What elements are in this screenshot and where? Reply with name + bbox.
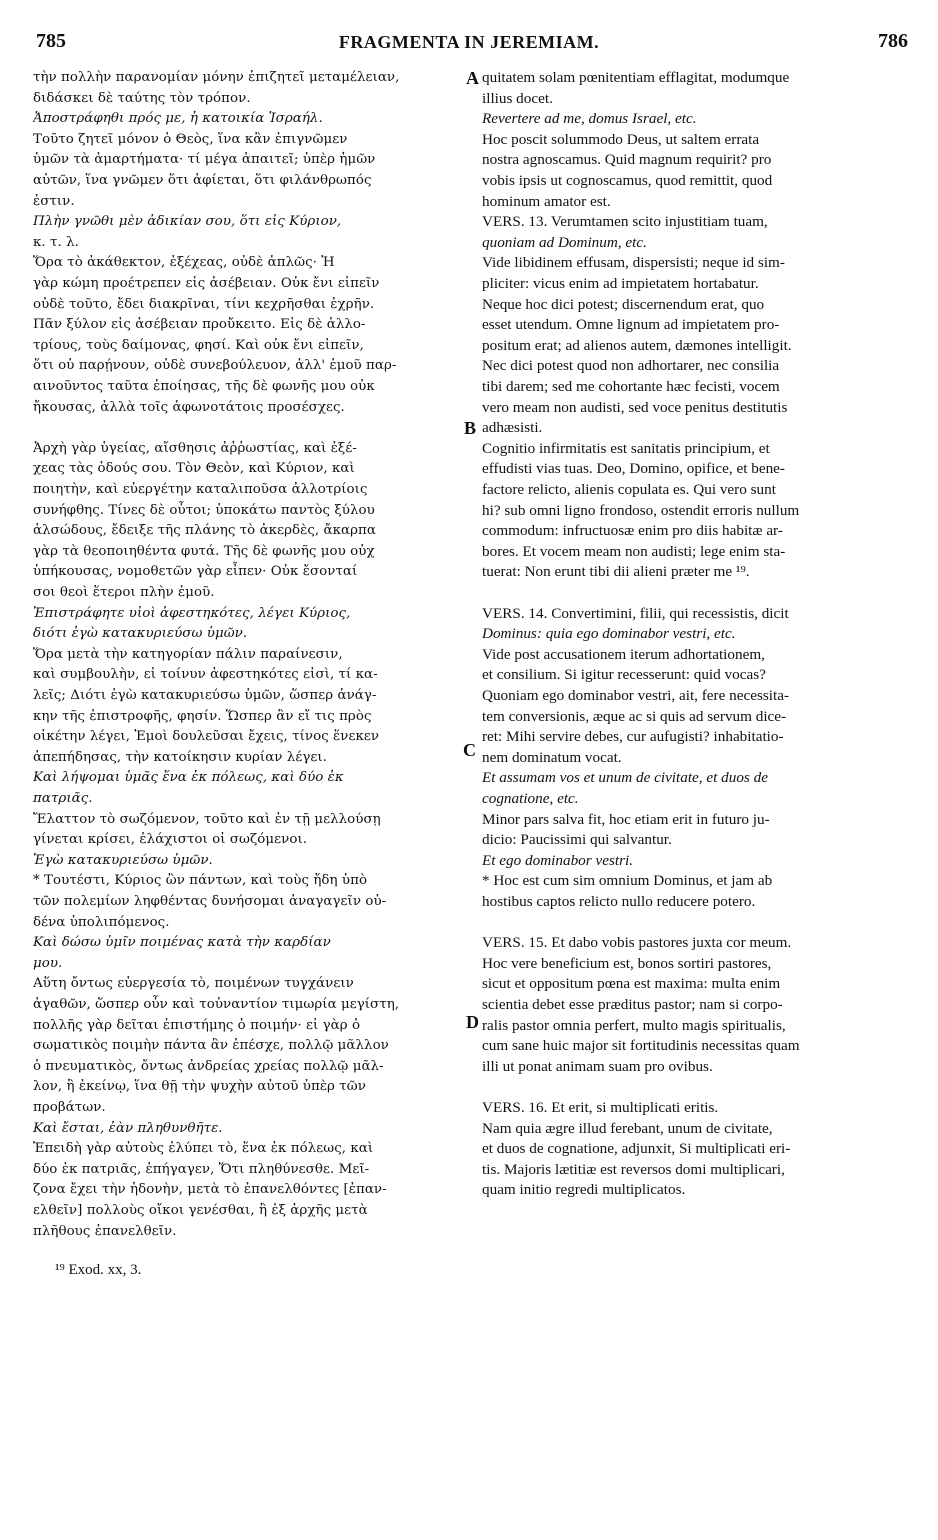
- latin-line: quam initio regredi multiplicatos.: [482, 1181, 686, 1199]
- latin-line: esset utendum. Omne lignum ad impietatem pro-: [482, 316, 780, 334]
- greek-line: Πᾶν ξύλον εἰς ἀσέβειαν προὔκειτο. Εἰς δὲ ἀλλο-: [33, 317, 366, 333]
- greek-line: δένα ὑπολιπόμενος.: [33, 914, 170, 930]
- latin-line: tis. Majoris lætitiæ est reversos domi multiplicari,: [482, 1160, 785, 1178]
- greek-line: δύο ἐκ πατριᾶς, ἐπήγαγεν, Ὅτι πληθύνεσθε. Μεῖ-: [33, 1161, 370, 1177]
- margin-letter-c: C: [463, 740, 476, 760]
- greek-line: μου.: [33, 955, 63, 971]
- latin-line: et consilium. Si igitur recesserunt: quid vocas?: [482, 666, 766, 684]
- greek-line: διότι ἐγὼ κατακυριεύσω ὑμῶν.: [33, 626, 248, 642]
- greek-line: ὅτι οὐ παρῄνουν, οὐδὲ συνεβούλευον, ἀλλ' ἐμοῦ παρ-: [33, 358, 397, 374]
- latin-line: factore relicto, alienis copulata es. Qui vero sunt: [482, 481, 776, 498]
- latin-line: Hoc vere beneficium est, bonos sortiri pastores,: [482, 954, 772, 972]
- latin-line: effudisti vias tuas. Deo, Domino, opifice, et bene-: [482, 460, 785, 478]
- running-title: FRAGMENTA IN JEREMIAM.: [338, 32, 600, 52]
- greek-line: οὐδὲ τοῦτο, ἔδει διακρῖναι, τίνι κεχρῆσθαι ἐχρῆν.: [33, 296, 375, 312]
- greek-line: Αὕτη ὄντως εὐεργεσία τὸ, ποιμένων τυγχάνειν: [33, 976, 354, 992]
- latin-line: Revertere ad me, domus Israel, etc.: [482, 110, 697, 128]
- latin-line: nostra agnoscamus. Quid magnum requirit? pro: [482, 151, 772, 169]
- latin-line: positum erat; ad alienos autem, dæmones intelligit.: [482, 336, 792, 354]
- latin-line: Quoniam ego dominabor vestri, ait, fere necessita-: [482, 687, 790, 704]
- greek-line: Καὶ λήψομαι ὑμᾶς ἕνα ἐκ πόλεως, καὶ δύο ἐκ: [33, 770, 344, 786]
- latin-line: quoniam ad Dominum, etc.: [482, 233, 647, 251]
- latin-line: cognatione, etc.: [482, 790, 579, 807]
- latin-line: ret: Mihi servire debes, cur aufugisti? inhabitatio-: [482, 728, 784, 746]
- page-number-right: 786: [878, 30, 908, 52]
- latin-line: dicio: Paucissimi qui salvantur.: [482, 831, 672, 849]
- greek-line: λεῖς; Διότι ἐγὼ κατακυριεύσω ὑμῶν, ὥσπερ ἀνάγ-: [33, 688, 377, 703]
- greek-line: προβάτων.: [33, 1100, 106, 1115]
- greek-line: Πλὴν γνῶθι μὲν ἀδικίαν σου, ὅτι εἰς Κύριον,: [33, 214, 342, 230]
- latin-line: commodum: infructuosæ enim pro diis habitæ ar-: [482, 522, 783, 540]
- margin-letter-b: B: [464, 418, 477, 438]
- greek-line: ἐστιν.: [33, 193, 75, 209]
- margin-letter-a: A: [466, 68, 479, 88]
- latin-line: Dominus: quia ego dominabor vestri, etc.: [482, 625, 736, 643]
- latin-line: tuerat: Non erunt tibi dii alieni præter me ¹⁹.: [482, 563, 750, 581]
- latin-line: hi? sub omni ligno frondoso, ostendit erroris nullum: [482, 501, 800, 519]
- greek-line: ποιητὴν, καὶ εὐεργέτην καταλιποῦσα ἀλλοτρίοις: [33, 482, 368, 497]
- latin-line: tem conversionis, æque ac si quis ad servum dice-: [482, 707, 787, 725]
- latin-line: ralis pastor omnia perfert, multo magis spiritualis,: [482, 1016, 786, 1034]
- greek-line: [33, 416, 463, 439]
- latin-line: [482, 911, 905, 934]
- greek-line: ἀπεπήδησας, τὴν κατοίκησιν κυρίαν λέγει.: [33, 749, 327, 765]
- latin-line: * Hoc est cum sim omnium Dominus, et jam ab: [482, 872, 773, 890]
- margin-letter-d: D: [466, 1012, 479, 1032]
- running-header: [30, 30, 908, 56]
- greek-line: Καὶ ἔσται, ἐὰν πληθυνθῆτε.: [33, 1120, 223, 1136]
- latin-line: Neque hoc dici potest; discernendum erat, quo: [482, 295, 765, 313]
- greek-line: Ἀρχὴ γὰρ ὑγείας, αἴσθησις ἀῤῥωστίας, καὶ ἐξέ-: [33, 440, 357, 456]
- latin-line: illius docet.: [482, 89, 553, 107]
- greek-line: πατριᾶς.: [33, 791, 93, 806]
- latin-line: pliciter: vicus enim ad impietatem hortabatur.: [482, 275, 759, 292]
- greek-line: χεας τὰς ὁδούς σου. Τὸν Θεὸν, καὶ Κύριον, καὶ: [33, 461, 355, 477]
- greek-line: ελθεῖν] πολλοὺς οἴκοι γενέσθαι, ἢ ἐξ ἀρχῆς μετὰ: [33, 1203, 368, 1218]
- greek-line: Ἀποστράφηθι πρός με, ἡ κατοικία Ἰσραήλ.: [33, 111, 323, 127]
- greek-line: κ. τ. λ.: [33, 234, 79, 250]
- greek-line: Ἐπειδὴ γὰρ αὐτοὺς ἐλύπει τὸ, ἕνα ἐκ πόλεως, καὶ: [33, 1141, 374, 1157]
- greek-line: * Τουτέστι, Κύριος ὢν πάντων, καὶ τοὺς ἤδη ὑπὸ: [33, 873, 368, 889]
- footnote: ¹⁹ Exod. xx, 3.: [55, 1262, 142, 1278]
- greek-line: Ἔλαττον τὸ σωζόμενον, τοῦτο καὶ ἐν τῇ μελλούσῃ: [33, 811, 381, 827]
- greek-line: τῶν πολεμίων ληφθέντας δυνήσομαι ἀναγαγεῖν οὐ-: [33, 894, 387, 909]
- latin-line: sicut et oppositum pœna est maxima: multa enim: [482, 975, 781, 993]
- latin-line: [482, 1075, 905, 1098]
- latin-line: Nam quia ægre illud ferebant, unum de civitate,: [482, 1119, 773, 1137]
- latin-line: cum sane huic major sit fortitudinis necessitas quam: [482, 1037, 800, 1055]
- latin-line: bores. Et vocem meam non audisti; lege enim sta-: [482, 542, 786, 560]
- greek-line: γὰρ τὰ θεοποιηθέντα φυτά. Τῆς δὲ φωνῆς μου οὐχ: [33, 543, 375, 559]
- greek-line: ὁ πνευματικὸς, ὄντως ἀνδρείας χρείας πολλῷ μᾶλ-: [33, 1058, 384, 1074]
- greek-line: πλῆθους ἐπανελθεῖν.: [33, 1223, 177, 1239]
- greek-line: τρίους, τοὺς δαίμονας, φησί. Καὶ οὐκ ἔνι εἰπεῖν,: [33, 337, 364, 353]
- latin-line: tibi darem; sed me cohortante hæc fecisti, vocem: [482, 378, 780, 395]
- greek-line: Ἐπιστράφητε υἱοὶ ἀφεστηκότες, λέγει Κύριος,: [33, 605, 351, 621]
- greek-line: Ὅρα μετὰ τὴν κατηγορίαν πάλιν παραίνεσιν,: [33, 646, 343, 662]
- greek-line: σωματικὸς ποιμὴν πάντα ἂν ἐπέσχε, πολλῷ μᾶλλον: [33, 1038, 389, 1054]
- greek-line: κην τῆς ἐπιστροφῆς, φησίν. Ὥσπερ ἂν εἴ τις πρὸς: [33, 708, 372, 724]
- greek-line: ἤκουσας, ἀλλὰ τοῖς ἀφωνοτάτοις προσέσχες.: [33, 399, 345, 415]
- greek-line: Τοῦτο ζητεῖ μόνον ὁ Θεὸς, ἵνα κἂν ἐπιγνῶμεν: [33, 131, 348, 147]
- greek-line: αινοῦντος ταῦτα ἐποίησας, τῆς δὲ φωνῆς μου οὐκ: [33, 379, 375, 394]
- latin-line: Vide post accusationem iterum adhortationem,: [482, 645, 765, 663]
- latin-line: et duos de cognatione, adjunxit, Si multiplicati eri-: [482, 1140, 791, 1158]
- latin-line: VERS. 13. Verumtamen scito injustitiam tuam,: [482, 213, 768, 231]
- latin-line: Cognitio infirmitatis est sanitatis principium, et: [482, 439, 770, 457]
- greek-line: Ἐγὼ κατακυριεύσω ὑμῶν.: [33, 852, 213, 868]
- latin-line: adhæsisti.: [482, 419, 543, 437]
- latin-line: Et assumam vos et unum de civitate, et duos de: [482, 769, 768, 787]
- latin-line: vero meam non audisti, sed voce penitus destitutis: [482, 398, 788, 416]
- latin-line: Vide libidinem effusam, dispersisti; neque id sim-: [482, 254, 785, 272]
- greek-line: σοι θεοὶ ἕτεροι πλὴν ἐμοῦ.: [33, 585, 215, 600]
- greek-line: τὴν πολλὴν παρανομίαν μόνην ἐπιζητεῖ μεταμέλειαν,: [33, 70, 400, 85]
- greek-line: γὰρ κώμη προέτρεπεν εἰς ἀσέβειαν. Οὐκ ἔνι εἰπεῖν: [33, 276, 380, 291]
- greek-line: ὑμῶν τὰ ἁμαρτήματα· τί μέγα ἀπαιτεῖ; ὑπὲρ ἡμῶν: [33, 152, 376, 168]
- greek-line: λον, ἢ ἐκείνῳ, ἵνα θῇ τὴν ψυχὴν αὐτοῦ ὑπὲρ τῶν: [33, 1079, 366, 1095]
- greek-line: ὑπήκουσας, νομοθετῶν γὰρ εἶπεν· Οὐκ ἔσονταί: [33, 564, 358, 580]
- latin-line: illi ut ponat animam suam pro ovibus.: [482, 1057, 713, 1075]
- latin-line: Hoc poscit solummodo Deus, ut saltem errata: [482, 130, 760, 148]
- latin-line: VERS. 14. Convertimini, filii, qui recessistis, dicit: [482, 604, 789, 622]
- greek-line: Ὅρα τὸ ἀκάθεκτον, ἐξέχεας, οὐδὲ ἁπλῶς· Ἡ: [33, 255, 335, 271]
- latin-line: vobis ipsis ut cognoscamus, quod remittit, quod: [482, 172, 773, 189]
- greek-line: ἀγαθῶν, ὥσπερ οὖν καὶ τοὐναντίον τιμωρία μεγίστη,: [33, 997, 400, 1012]
- latin-line: nem dominatum vocat.: [482, 748, 622, 766]
- page-number-left: 785: [36, 30, 66, 52]
- latin-line: hostibus captos relicto nullo reducere potero.: [482, 893, 756, 910]
- greek-line: συνήφθης. Τίνες δὲ οὗτοι; ὑποκάτω παντὸς ξύλου: [33, 502, 375, 518]
- latin-line: Nec dici potest quod non adhortarer, nec consilia: [482, 357, 780, 375]
- greek-line: αὐτῶν, ἵνα γνῶμεν ὅτι ἀφίεται, ὅτι φιλάνθρωπός: [33, 173, 372, 188]
- latin-line: [482, 581, 905, 604]
- latin-line: hominum amator est.: [482, 192, 611, 210]
- latin-line: Et ego dominabor vestri.: [482, 851, 634, 869]
- greek-line: ἀλσώδους, ἔδειξε τῆς πλάνης τὸ ἀκερδὲς, ἄκαρπα: [33, 523, 376, 539]
- latin-line: VERS. 16. Et erit, si multiplicati eritis.: [482, 1099, 719, 1116]
- latin-line: Minor pars salva fit, hoc etiam erit in futuro ju-: [482, 810, 770, 828]
- greek-line: πολλῆς γὰρ δεῖται ἐπιστήμης ὁ ποιμήν· εἰ γὰρ ὁ: [33, 1017, 361, 1033]
- latin-line: VERS. 15. Et dabo vobis pastores juxta cor meum.: [482, 934, 792, 952]
- greek-line: ζονα ἔχει τὴν ἡδονὴν, μετὰ τὸ ἐπανελθόντες [ἐπαν-: [33, 1182, 387, 1198]
- greek-line: γίνεται κρίσει, ἐλάχιστοι οἱ σωζόμενοι.: [33, 832, 308, 848]
- greek-line: διδάσκει δὲ ταύτης τὸν τρόπον.: [33, 90, 251, 106]
- greek-line: Καὶ δώσω ὑμῖν ποιμένας κατὰ τὴν καρδίαν: [33, 935, 331, 951]
- latin-line: quitatem solam pœnitentiam efflagitat, modumque: [482, 69, 790, 86]
- greek-line: οἰκέτην λέγει, Ἐμοὶ δουλεῦσαι ἔχεις, τίνος ἕνεκεν: [33, 729, 380, 745]
- greek-line: καὶ συμβουλὴν, εἰ τοίνυν ἀφεστηκότες εἰσὶ, τί κα-: [33, 667, 378, 683]
- latin-line: scientia debet esse præditus pastor; nam si corpo-: [482, 996, 783, 1013]
